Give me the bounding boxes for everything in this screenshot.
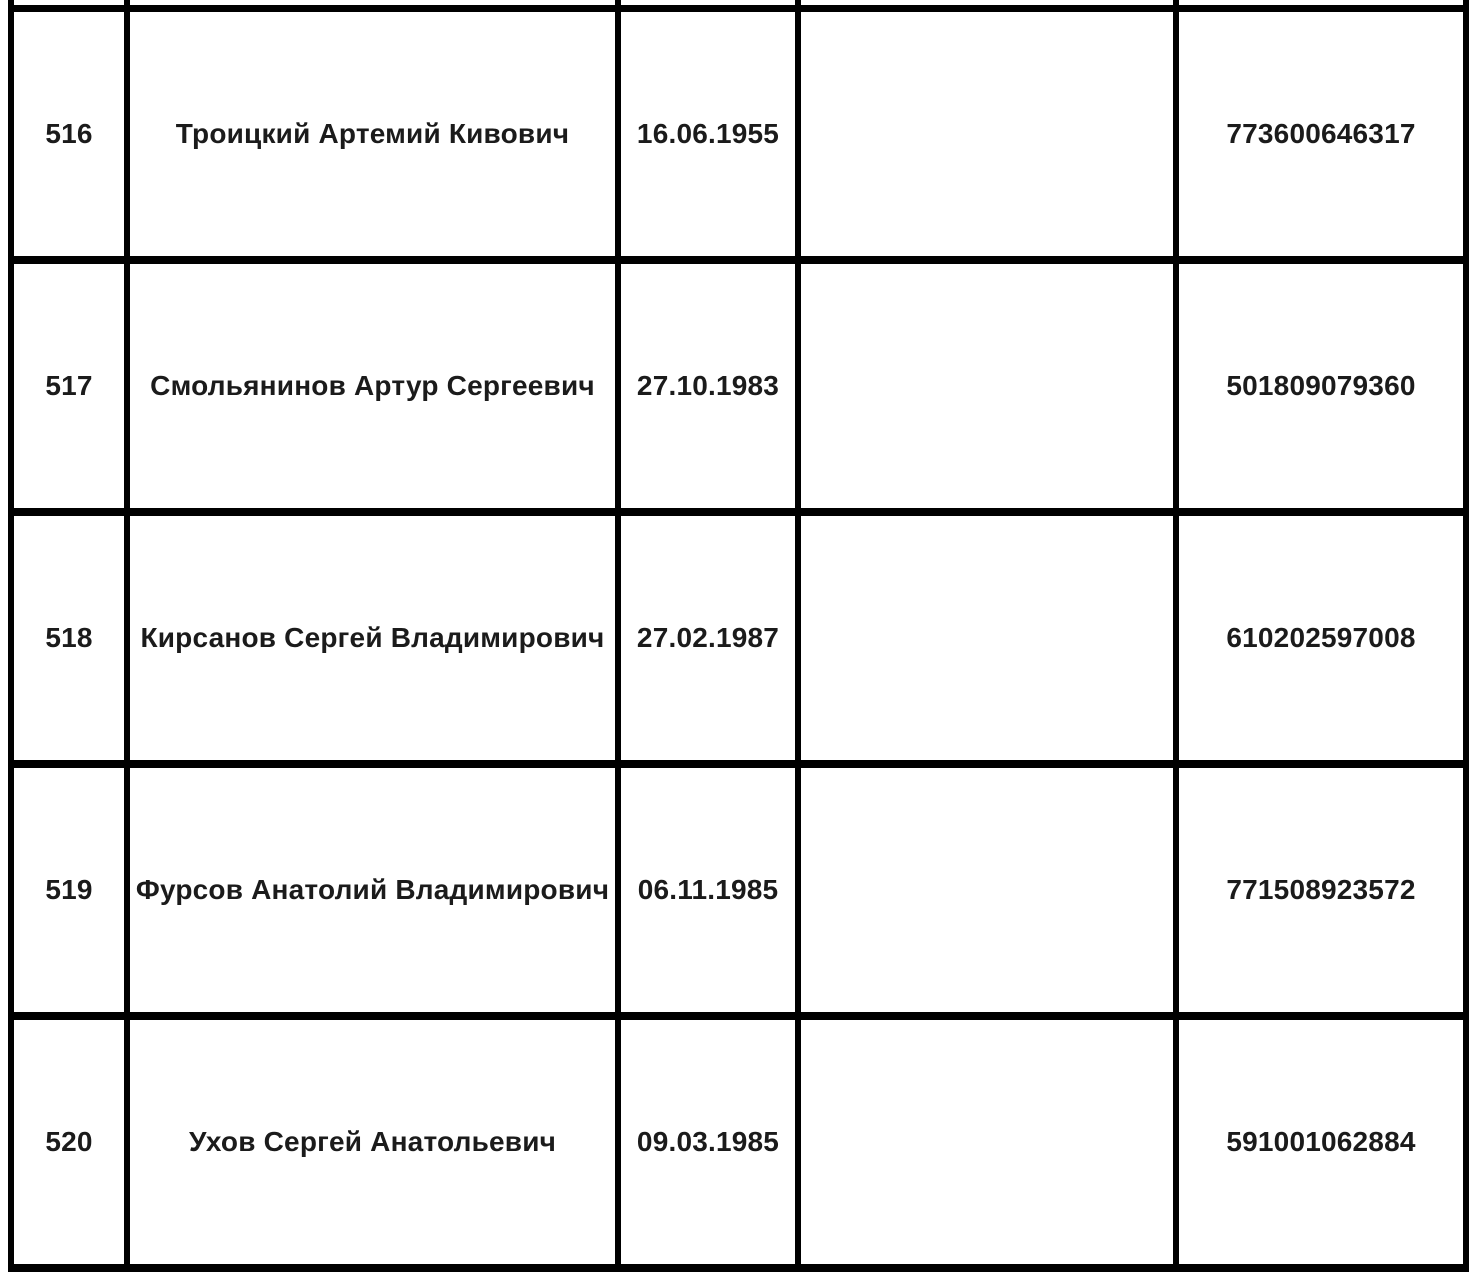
birth-date-cell: 09.03.1985: [621, 1020, 795, 1264]
full-name-cell: Ухов Сергей Анатольевич: [130, 1020, 615, 1264]
full-name-cell: Троицкий Артемий Кивович: [130, 12, 615, 256]
row-number-cell: 518: [14, 516, 124, 760]
tax-id-cell: 501809079360: [1179, 264, 1463, 508]
row-number-cell: 519: [14, 768, 124, 1012]
personnel-table: [8, 5, 1469, 1272]
birth-date-cell: 06.11.1985: [621, 768, 795, 1012]
row-number-cell: 516: [14, 12, 124, 256]
birth-date-cell: 16.06.1955: [621, 12, 795, 256]
tax-id-cell: 591001062884: [1179, 1020, 1463, 1264]
row-number-cell: 517: [14, 264, 124, 508]
birth-date-cell: 27.10.1983: [621, 264, 795, 508]
full-name-cell: Смольянинов Артур Сергеевич: [130, 264, 615, 508]
empty-cell: [801, 768, 1173, 1012]
birth-date-cell: 27.02.1987: [621, 516, 795, 760]
empty-cell: [801, 516, 1173, 760]
tax-id-cell: 771508923572: [1179, 768, 1463, 1012]
empty-cell: [801, 264, 1173, 508]
full-name-cell: Фурсов Анатолий Владимирович: [130, 768, 615, 1012]
full-name-cell: Кирсанов Сергей Владимирович: [130, 516, 615, 760]
row-number-cell: 520: [14, 1020, 124, 1264]
tax-id-cell: 773600646317: [1179, 12, 1463, 256]
tax-id-cell: 610202597008: [1179, 516, 1463, 760]
empty-cell: [801, 1020, 1173, 1264]
empty-cell: [801, 12, 1173, 256]
